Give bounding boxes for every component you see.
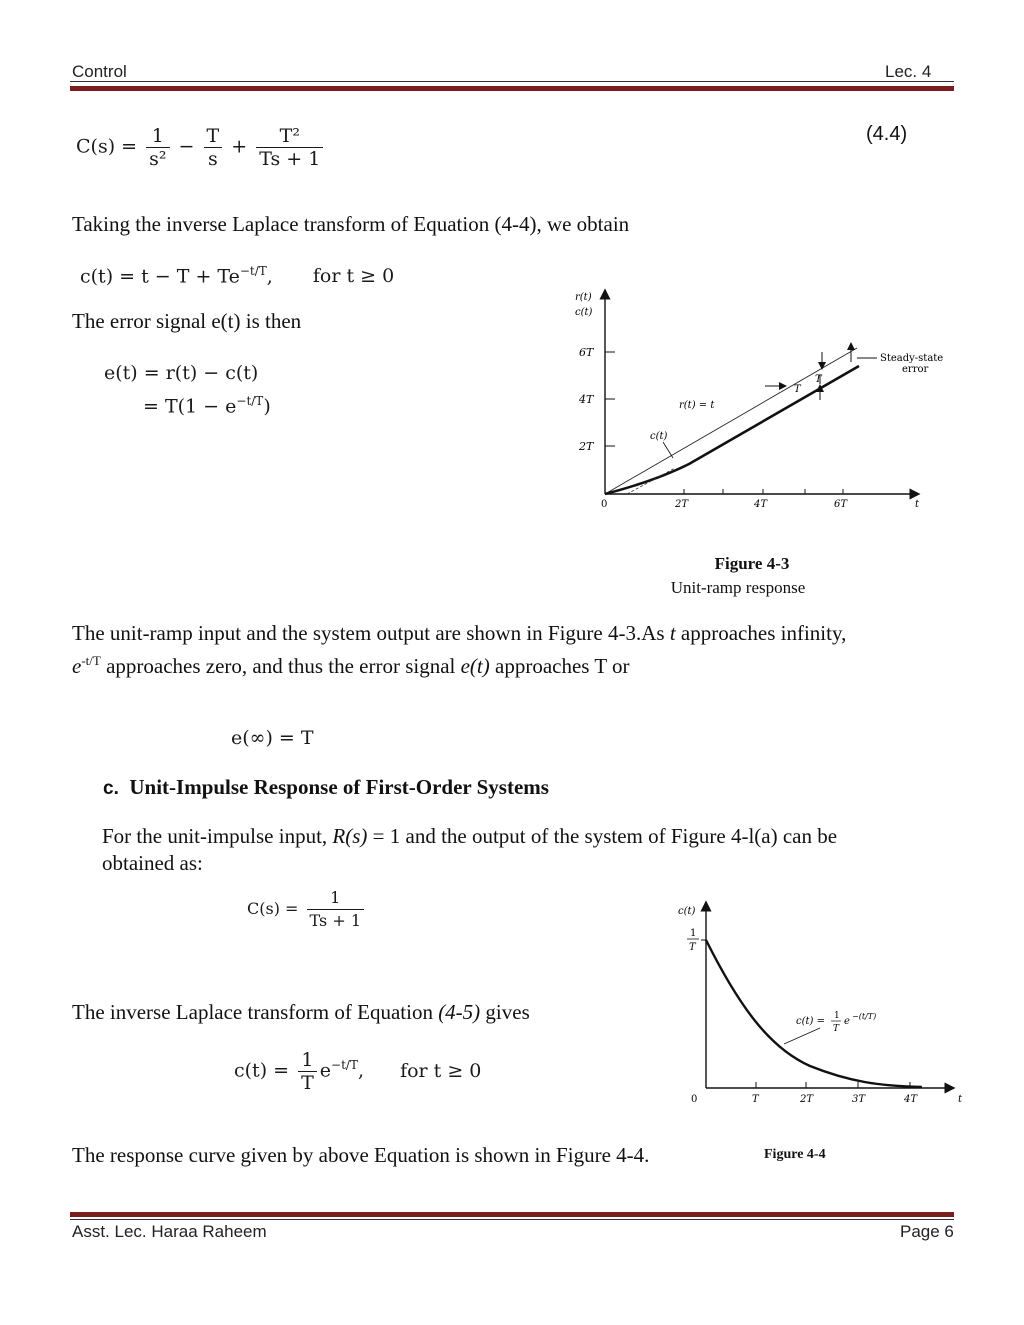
header-rule-thick <box>70 86 954 91</box>
footer-author: Asst. Lec. Haraa Raheem <box>72 1222 267 1241</box>
ct-curve-label: c(t) <box>650 431 668 442</box>
curve-equation-den: T <box>833 1024 840 1034</box>
paragraph-ramp-explanation-line1: The unit-ramp input and the system output are shown in Figure 4-3.As t approaches infinity, <box>72 621 847 645</box>
paragraph-inverse-laplace-impulse: The inverse Laplace transform of Equation (4-5) gives <box>72 1000 530 1024</box>
x-tick-T: T <box>752 1094 759 1105</box>
footer-rule-thin <box>70 1219 954 1220</box>
footer-page-number: Page 6 <box>900 1222 954 1241</box>
x-tick-3T: 3T <box>852 1094 866 1105</box>
equation-et-line2: = $T(1 - e^{-t/T})$ <box>143 394 271 418</box>
x-tick-0-impulse: 0 <box>691 1094 698 1105</box>
y-tick-1-over-T-den: T <box>689 942 696 953</box>
x-label-t: t <box>915 499 920 510</box>
x-label-t-impulse: t <box>958 1094 963 1105</box>
header-lecture: Lec. 4 <box>885 62 932 81</box>
equation-e-infinity: e(∞) = T <box>231 727 314 749</box>
impulse-response-curve <box>706 940 922 1087</box>
y-label-ct: c(t) <box>575 307 593 318</box>
y-tick-2T: 2T <box>579 440 594 453</box>
x-tick-6T: 6T <box>834 499 848 510</box>
equation-ct-impulse: c(t) = $\frac{1}{T}$ $e^{-t/T}$, for t ≥ 0 <box>234 1049 482 1094</box>
x-tick-4T-impulse: 4T <box>904 1094 918 1105</box>
curve-equation-exp: −(t/T) <box>852 1012 877 1021</box>
y-label-rt: r(t) <box>575 292 592 303</box>
paragraph-inverse-laplace: Taking the inverse Laplace transform of Equation (4-4), we obtain <box>72 212 630 236</box>
error-label: error <box>902 364 929 375</box>
figure-4-4-title: Figure 4-4 <box>764 1147 826 1162</box>
x-tick-2T-impulse: 2T <box>800 1094 814 1105</box>
curve-equation-label: c(t) = <box>796 1016 825 1027</box>
figure-4-3-ramp-plot <box>565 286 960 516</box>
figure-4-4-impulse-plot <box>660 898 980 1108</box>
x-tick-2T: 2T <box>675 499 689 510</box>
paragraph-error-signal: The error signal e(t) is then <box>72 309 302 333</box>
footer-rule-thick <box>70 1212 954 1217</box>
paragraph-response-curve: The response curve given by above Equation is shown in Figure 4-4. <box>72 1143 650 1167</box>
equation-et-line1: e(t) = r(t) − c(t) <box>104 362 259 384</box>
header-rule-thin <box>70 81 954 82</box>
figure-4-3-caption: Unit-ramp response <box>670 578 806 597</box>
T-vertical-label: T <box>815 374 822 385</box>
paragraph-impulse-line2: obtained as: <box>102 851 203 875</box>
rt-equals-t-label: r(t) = t <box>679 400 715 411</box>
figure-4-3-title: Figure 4-3 <box>714 554 790 573</box>
x-tick-0: 0 <box>601 499 608 510</box>
paragraph-impulse-line1: For the unit-impulse input, R(s) = 1 and the output of the system of Figure 4-l(a) can be <box>102 824 838 848</box>
steady-state-label: Steady-state <box>880 353 944 364</box>
x-tick-4T: 4T <box>754 499 768 510</box>
y-tick-6T: 6T <box>579 346 594 359</box>
equation-Cs: C(s) = $\frac{1}{\text{s²}}$ − $\frac{T}{s}$ + $\frac{\text{T²}}{Ts + 1}$ <box>76 125 326 170</box>
equation-ct-ramp: $c(t) = t - T + Te^{-t/T}$, for t ≥ 0 <box>80 264 395 288</box>
y-tick-1-over-T-num: 1 <box>690 928 697 939</box>
ramp-output-curve <box>605 366 859 494</box>
ramp-input-line <box>605 348 857 494</box>
y-label-ct-impulse: c(t) <box>678 906 696 917</box>
header-title: Control <box>72 62 127 81</box>
y-tick-4T: 4T <box>579 393 594 406</box>
section-c-heading: c. Unit-Impulse Response of First-Order Systems <box>103 775 549 799</box>
equation-number: (4.4) <box>866 123 908 145</box>
curve-equation-num: 1 <box>834 1011 840 1021</box>
paragraph-ramp-explanation-line2: $e^{-t/T}$ approaches zero, and thus the error signal e(t) approaches T or <box>72 653 630 678</box>
curve-equation-exp-base: e <box>844 1016 850 1027</box>
T-horizontal-label: T <box>794 384 801 395</box>
equation-Cs-impulse: C(s) = $\frac{1}{Ts + 1}$ <box>247 887 367 932</box>
